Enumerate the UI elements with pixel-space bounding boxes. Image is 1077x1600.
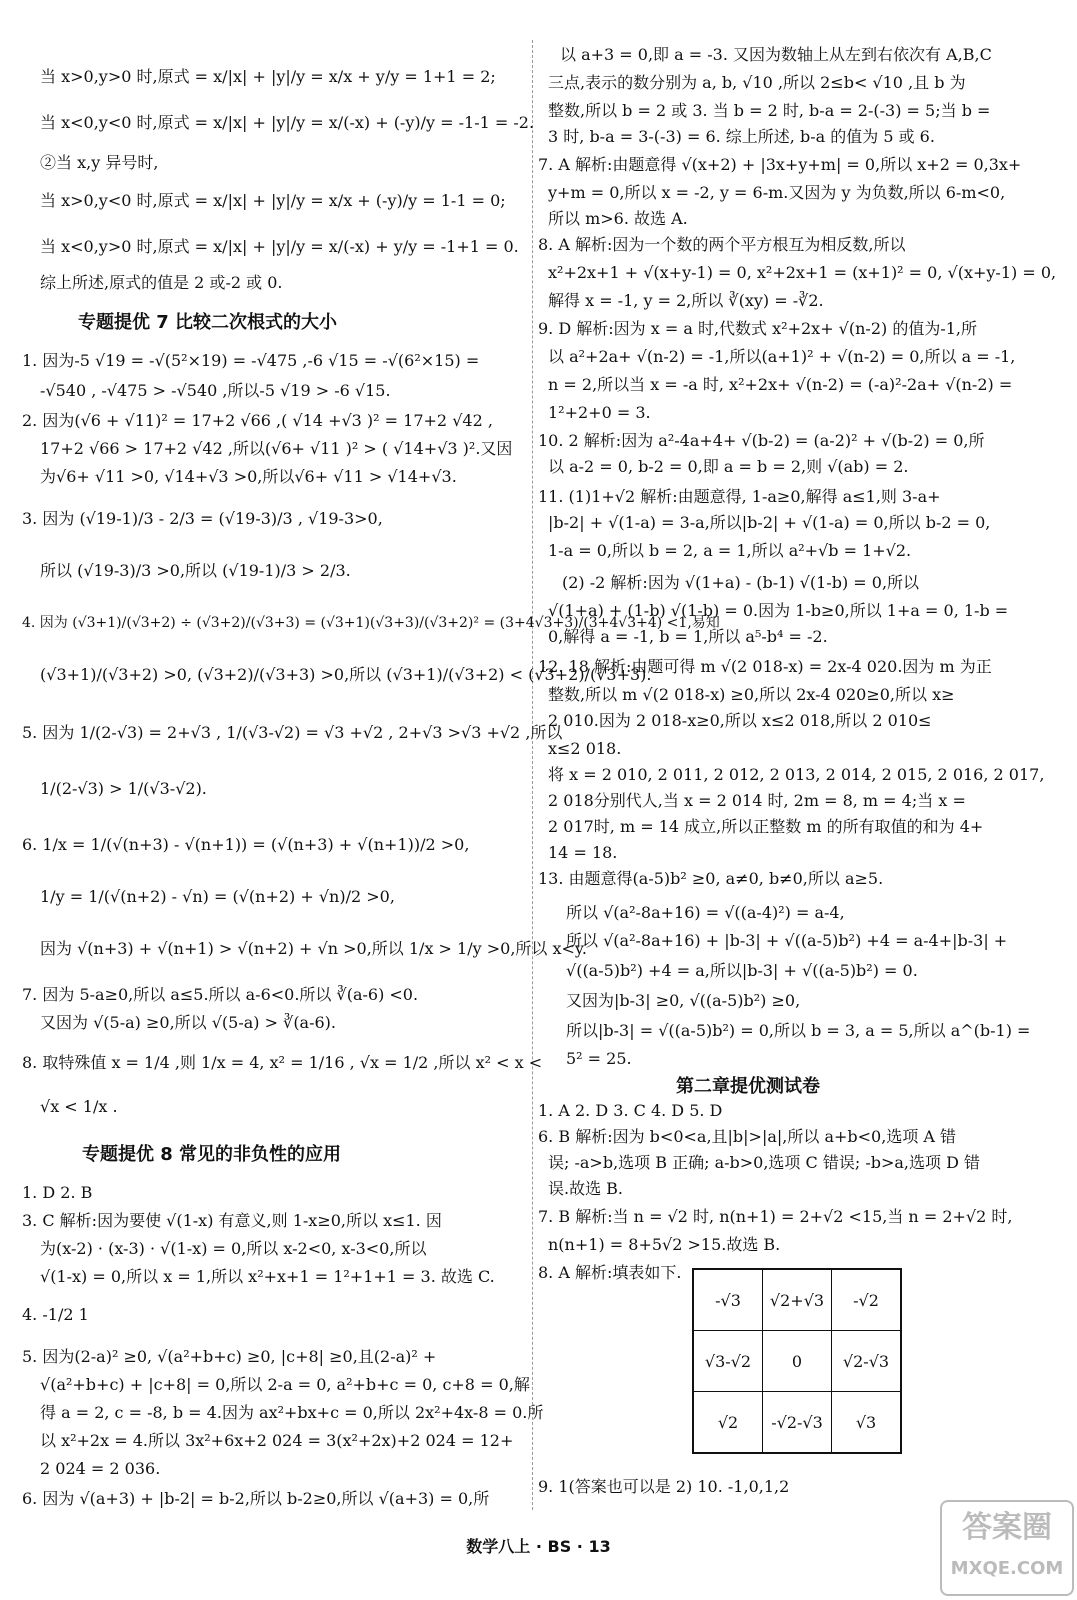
table-row [693, 1331, 901, 1392]
table-cell: 0 [763, 1331, 832, 1392]
text-line: 为√6+ √11 >0, √14+√3 >0,所以√6+ √11 > √14+√3. [40, 467, 457, 486]
table-cell: √2-√3 [832, 1331, 902, 1392]
watermark-text: 答案圈 [962, 1510, 1052, 1545]
section-heading: 专题提优 8 常见的非负性的应用 [82, 1144, 342, 1165]
text-line: 14 = 18. [548, 843, 618, 862]
text-line: 三点,表示的数分别为 a, b, √10 ,所以 2≤b< √10 ,且 b 为 [548, 73, 966, 92]
text-line: 当 x>0,y<0 时,原式 = x/|x| + |y|/y = x/x + (-y)/y = 1-1 = 0; [40, 191, 506, 210]
text-line: 所以 √(a²-8a+16) + |b-3| + √((a-5)b²) +4 = a-4+|b-3| + [566, 931, 1008, 950]
text-line: 17+2 √66 > 17+2 √42 ,所以(√6+ √11 )² > ( √14+√3 )².又因 [40, 439, 513, 458]
text-line: 以 x²+2x = 4.所以 3x²+6x+2 024 = 3(x²+2x)+2 024 = 12+ [40, 1431, 514, 1450]
text-line: x≤2 018. [548, 739, 622, 758]
text-line: 0,解得 a = -1, b = 1,所以 a⁵-b⁴ = -2. [548, 627, 828, 646]
table-cell: √3 [832, 1392, 902, 1454]
text-line: 2 010.因为 2 018-x≥0,所以 x≤2 018,所以 2 010≤ [548, 711, 932, 730]
text-line: 6. B 解析:因为 b<0<a,且|b|>|a|,所以 a+b<0,选项 A 错 [538, 1127, 957, 1146]
text-line: 当 x>0,y>0 时,原式 = x/|x| + |y|/y = x/x + y/y = 1+1 = 2; [40, 67, 496, 86]
text-line: 所以 √(a²-8a+16) = √((a-4)²) = a-4, [566, 903, 845, 922]
text-line: 因为 √(n+3) + √(n+1) > √(n+2) + √n >0,所以 1/x > 1/y >0,所以 x<y. [40, 939, 587, 958]
table-cell: -√3 [693, 1269, 763, 1331]
text-line: 8. A 解析:因为一个数的两个平方根互为相反数,所以 [538, 235, 906, 254]
table-cell: √2 [693, 1392, 763, 1454]
text-line: 整数,所以 m √(2 018-x) ≥0,所以 2x-4 020≥0,所以 x≥ [548, 685, 955, 704]
text-line: 1/(2-√3) > 1/(√3-√2). [40, 779, 207, 798]
section-heading: 专题提优 7 比较二次根式的大小 [78, 312, 338, 333]
text-line: 1/y = 1/(√(n+2) - √n) = (√(n+2) + √n)/2 >0, [40, 887, 395, 906]
text-line: √(a²+b+c) + |c+8| = 0,所以 2-a = 0, a²+b+c = 0, c+8 = 0,解 [40, 1375, 530, 1394]
table-cell: √2+√3 [763, 1269, 832, 1331]
text-line: 2 018分别代人,当 x = 2 014 时, 2m = 8, m = 4;当 x = [548, 791, 966, 810]
text-line: 8. 取特殊值 x = 1/4 ,则 1/x = 4, x² = 1/16 , √x = 1/2 ,所以 x² < x < [22, 1053, 543, 1072]
text-line: 当 x<0,y>0 时,原式 = x/|x| + |y|/y = x/(-x) + y/y = -1+1 = 0. [40, 237, 519, 256]
text-line: 3 时, b-a = 3-(-3) = 6. 综上所述, b-a 的值为 5 或 6. [548, 127, 935, 146]
text-line: 整数,所以 b = 2 或 3. 当 b = 2 时, b-a = 2-(-3) = 5;当 b = [548, 101, 991, 120]
text-line: 6. 1/x = 1/(√(n+3) - √(n+1)) = (√(n+3) + √(n+1))/2 >0, [22, 835, 470, 854]
text-line: 将 x = 2 010, 2 011, 2 012, 2 013, 2 014, 2 015, 2 016, 2 017, [548, 765, 1045, 784]
text-line: 2. 因为(√6 + √11)² = 17+2 √66 ,( √14 +√3 )² = 17+2 √42 , [22, 411, 493, 430]
text-line: 4. 因为 (√3+1)/(√3+2) ÷ (√3+2)/(√3+3) = (√3+1)(√3+3)/(√3+2)² = (3+4√3+3)/(3+4√3+4) <1,易知 [22, 615, 720, 631]
text-line: 所以 (√19-3)/3 >0,所以 (√19-1)/3 > 2/3. [40, 561, 351, 580]
text-line: 1. 因为-5 √19 = -√(5²×19) = -√475 ,-6 √15 = -√(6²×15) = [22, 351, 480, 370]
text-line: n = 2,所以当 x = -a 时, x²+2x+ √(n-2) = (-a)²-2a+ √(n-2) = [548, 375, 1013, 394]
text-line: 1. D 2. B [22, 1183, 93, 1202]
text-line: √x < 1/x . [40, 1097, 118, 1116]
column-divider [532, 40, 533, 1510]
text-line: 5. 因为(2-a)² ≥0, √(a²+b+c) ≥0, |c+8| ≥0,且(2-a)² + [22, 1347, 437, 1366]
text-line: 4. -1/2 1 [22, 1305, 89, 1324]
text-line: 7. A 解析:由题意得 √(x+2) + |3x+y+m| = 0,所以 x+2 = 0,3x+ [538, 155, 1022, 174]
table-row [693, 1269, 901, 1331]
text-line: |b-2| + √(1-a) = 3-a,所以|b-2| + √(1-a) = 0,所以 b-2 = 0, [548, 513, 991, 532]
text-line: 又因为|b-3| ≥0, √((a-5)b²) ≥0, [566, 991, 801, 1010]
text-line: 5² = 25. [566, 1049, 632, 1068]
watermark-url: MXQE.COM [950, 1558, 1064, 1579]
table-cell: -√2-√3 [763, 1392, 832, 1454]
text-line: 误.故选 B. [548, 1179, 624, 1198]
section-heading: 第二章提优测试卷 [676, 1076, 820, 1097]
text-line: 13. 由题意得(a-5)b² ≥0, a≠0, b≠0,所以 a≥5. [538, 869, 884, 888]
text-line: 当 x<0,y<0 时,原式 = x/|x| + |y|/y = x/(-x) + (-y)/y = -1-1 = -2. [40, 113, 535, 132]
text-line: √(1+a) + (1-b) √(1-b) = 0.因为 1-b≥0,所以 1+a = 0, 1-b = [548, 601, 1009, 620]
text-line: ②当 x,y 异号时, [40, 153, 159, 172]
text-line: 误; -a>b,选项 B 正确; a-b>0,选项 C 错误; -b>a,选项 D 错 [548, 1153, 980, 1172]
text-line: 1. A 2. D 3. C 4. D 5. D [538, 1101, 723, 1120]
text-line: y+m = 0,所以 x = -2, y = 6-m.又因为 y 为负数,所以 6-m<0, [548, 183, 1006, 202]
text-line: 7. 因为 5-a≥0,所以 a≤5.所以 a-6<0.所以 ∛(a-6) <0. [22, 985, 419, 1004]
text-line: (2) -2 解析:因为 √(1+a) - (b-1) √(1-b) = 0,所以 [562, 573, 920, 592]
text-line: 1-a = 0,所以 b = 2, a = 1,所以 a²+√b = 1+√2. [548, 541, 912, 560]
text-line: 以 a²+2a+ √(n-2) = -1,所以(a+1)² + √(n-2) = 0,所以 a = -1, [548, 347, 1016, 366]
watermark-logo [940, 1500, 1074, 1596]
text-line: 8. A 解析:填表如下. [538, 1263, 682, 1282]
text-line: √((a-5)b²) +4 = a,所以|b-3| + √((a-5)b²) = 0. [566, 961, 918, 980]
table-cell: -√2 [832, 1269, 902, 1331]
text-line: 所以 m>6. 故选 A. [548, 209, 688, 228]
text-line: 10. 2 解析:因为 a²-4a+4+ √(b-2) = (a-2)² + √(b-2) = 0,所 [538, 431, 985, 450]
magic-square-table [692, 1268, 902, 1454]
text-line: n(n+1) = 8+5√2 >15.故选 B. [548, 1235, 781, 1254]
text-line: 综上所述,原式的值是 2 或-2 或 0. [40, 273, 283, 292]
text-line: 7. B 解析:当 n = √2 时, n(n+1) = 2+√2 <15,当 n = 2+√2 时, [538, 1207, 1013, 1226]
text-line: 所以|b-3| = √((a-5)b²) = 0,所以 b = 3, a = 5,所以 a^(b-1) = [566, 1021, 1031, 1040]
text-line: 5. 因为 1/(2-√3) = 2+√3 , 1/(√3-√2) = √3 +√2 , 2+√3 >√3 +√2 ,所以 [22, 723, 563, 742]
table-cell: √3-√2 [693, 1331, 763, 1392]
table-row [693, 1392, 901, 1454]
text-line: 12. 18 解析:由题可得 m √(2 018-x) = 2x-4 020.因为 m 为正 [538, 657, 992, 676]
text-line: √(1-x) = 0,所以 x = 1,所以 x²+x+1 = 1²+1+1 = 3. 故选 C. [40, 1267, 495, 1286]
text-line: 以 a-2 = 0, b-2 = 0,即 a = b = 2,则 √(ab) = 2. [548, 457, 909, 476]
text-line: 9. 1(答案也可以是 2) 10. -1,0,1,2 [538, 1477, 790, 1496]
text-line: 得 a = 2, c = -8, b = 4.因为 ax²+bx+c = 0,所以 2x²+4x-8 = 0.所 [40, 1403, 544, 1422]
text-line: 6. 因为 √(a+3) + |b-2| = b-2,所以 b-2≥0,所以 √(a+3) = 0,所 [22, 1489, 490, 1508]
text-line: 11. (1)1+√2 解析:由题意得, 1-a≥0,解得 a≤1,则 3-a+ [538, 487, 941, 506]
text-line: 2 017时, m = 14 成立,所以正整数 m 的所有取值的和为 4+ [548, 817, 984, 836]
text-line: 为(x-2) · (x-3) · √(1-x) = 0,所以 x-2<0, x-3<0,所以 [40, 1239, 427, 1258]
text-line: 解得 x = -1, y = 2,所以 ∛(xy) = -∛2. [548, 291, 824, 310]
text-line: -√540 , -√475 > -√540 ,所以-5 √19 > -6 √15. [40, 381, 391, 400]
page-footer: 数学八上 · BS · 13 [466, 1537, 611, 1556]
text-line: 又因为 √(5-a) ≥0,所以 √(5-a) > ∛(a-6). [40, 1013, 337, 1032]
text-line: 3. 因为 (√19-1)/3 - 2/3 = (√19-3)/3 , √19-3>0, [22, 509, 383, 528]
text-line: 以 a+3 = 0,即 a = -3. 又因为数轴上从左到右依次有 A,B,C [560, 45, 992, 64]
text-line: 9. D 解析:因为 x = a 时,代数式 x²+2x+ √(n-2) 的值为-1,所 [538, 319, 978, 338]
text-line: x²+2x+1 + √(x+y-1) = 0, x²+2x+1 = (x+1)² = 0, √(x+y-1) = 0, [548, 263, 1057, 282]
text-line: (√3+1)/(√3+2) >0, (√3+2)/(√3+3) >0,所以 (√3+1)/(√3+2) < (√3+2)/(√3+3). [40, 665, 652, 684]
text-line: 3. C 解析:因为要使 √(1-x) 有意义,则 1-x≥0,所以 x≤1. 因 [22, 1211, 442, 1230]
text-line: 2 024 = 2 036. [40, 1459, 161, 1478]
text-line: 1²+2+0 = 3. [548, 403, 651, 422]
